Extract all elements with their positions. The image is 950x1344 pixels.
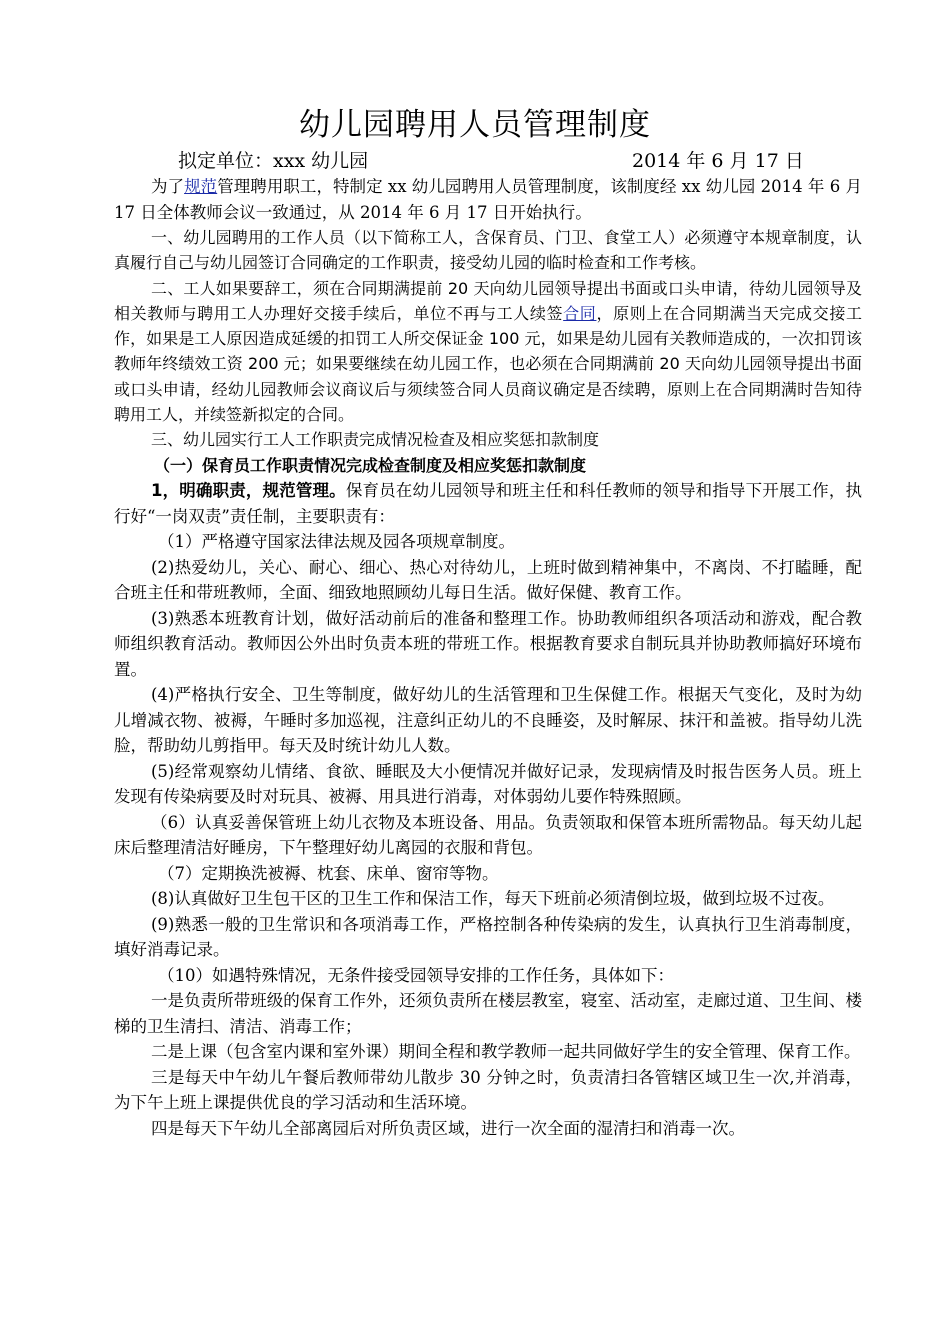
duty-subitem: 二是上课（包含室内课和室外课）期间全程和教学教师一起共同做好学生的安全管理、保育工作。 bbox=[151, 1042, 861, 1062]
duty-item: (5)经常观察幼儿情绪、食欲、睡眠及大小便情况并做好记录，发现病情及时报告医务人员。班上发现有传染病要及时对玩具、被褥、用具进行消毒，对体弱幼儿要作特殊照顾。 bbox=[114, 761, 862, 807]
draft-date: 2014 年 6 月 17 日 bbox=[632, 150, 804, 172]
drafting-unit: 拟定单位：xxx 幼儿园 bbox=[178, 150, 369, 172]
item-1-lead: 1，明确职责，规范管理。 bbox=[151, 481, 346, 501]
section-1-heading: （一）保育员工作职责情况完成检查制度及相应奖惩扣款制度 bbox=[154, 455, 587, 475]
link-standardize[interactable]: 规范 bbox=[184, 177, 218, 196]
duty-item: （7）定期换洗被褥、枕套、床单、窗帘等物。 bbox=[158, 863, 499, 883]
rule-1-paragraph: 一、幼儿园聘用的工作人员（以下简称工人，含保育员、门卫、食堂工人）必须遵守本规章制度，认真履行自己与幼儿园签订合同确定的工作职责，接受幼儿园的临时检查和工作考核。 bbox=[114, 228, 862, 273]
link-contract[interactable]: 合同 bbox=[563, 303, 597, 323]
duty-item: (8)认真做好卫生包干区的卫生工作和保洁工作，每天下班前必须清倒垃圾，做到垃圾不过夜。 bbox=[151, 889, 835, 909]
rule-3-heading: 三、幼儿园实行工人工作职责完成情况检查及相应奖惩扣款制度 bbox=[151, 430, 600, 450]
intro-paragraph: 为了规范管理聘用职工，特制定 xx 幼儿园聘用人员管理制度，该制度经 xx 幼儿园 2014 年 6 月 17 日全体教师会议一致通过，从 2014 年 6 月 17 日开始执行。 bbox=[114, 177, 863, 222]
duty-item: （10）如遇特殊情况，无条件接受园领导安排的工作任务，具体如下： bbox=[158, 965, 674, 985]
item-1-paragraph: 1，明确职责，规范管理。保育员在幼儿园领导和班主任和科任教师的领导和指导下开展工作，执行好“一岗双责”责任制，主要职责有： bbox=[114, 481, 862, 526]
duty-item: (4)严格执行安全、卫生等制度，做好幼儿的生活管理和卫生保健工作。根据天气变化，及时为幼儿增减衣物、被褥，午睡时多加巡视，注意纠正幼儿的不良睡姿，及时解尿、抹汗和盖被。指导幼儿洗脸，帮助幼儿剪指甲。每天及时统计幼儿人数。 bbox=[114, 685, 862, 756]
rule-2-paragraph: 二、工人如果要辞工，须在合同期满提前 20 天向幼儿园领导提出书面或口头申请，待幼儿园领导及相关教师与聘用工人办理好交接手续后，单位不再与工人续签合同，原则上在合同期满当天完成交接工作，如果是工人原因造成延缓的扣罚工人所交保证金 100 元，如果是幼儿园有关教师造成的，一次扣罚该教师年终绩效工资 200 元；如果要继续在幼儿园工作，也必须在合同期满前 20 天向幼儿园领导提出书面或口头申请，经幼儿园教师会议商议后与须续签合同人员商议确定是否续聘，原则上在合同期满时告知待聘用工人，并续签新拟定的合同。 bbox=[114, 278, 862, 425]
duty-subitem: 三是每天中午幼儿午餐后教师带幼儿散步 30 分钟之时，负责清扫各管辖区域卫生一次,并消毒，为下午上班上课提供优良的学习活动和生活环境。 bbox=[114, 1067, 862, 1113]
page-title: 幼儿园聘用人员管理制度 bbox=[299, 107, 651, 143]
duty-item: (2)热爱幼儿，关心、耐心、细心、热心对待幼儿，上班时做到精神集中，不离岗、不打瞌睡，配合班主任和带班教师，全面、细致地照顾幼儿每日生活。做好保健、教育工作。 bbox=[114, 557, 862, 603]
duty-subitem: 一是负责所带班级的保育工作外，还须负责所在楼层教室，寝室、活动室，走廊过道、卫生间、楼梯的卫生清扫、清洁、消毒工作； bbox=[114, 991, 862, 1036]
duty-item: （6）认真妥善保管班上幼儿衣物及本班设备、用品。负责领取和保管本班所需物品。每天幼儿起床后整理清洁好睡房，下午整理好幼儿离园的衣服和背包。 bbox=[114, 812, 862, 858]
document-body bbox=[114, 174, 862, 1141]
duty-subitem: 四是每天下午幼儿全部离园后对所负责区域，进行一次全面的湿清扫和消毒一次。 bbox=[151, 1118, 745, 1138]
duty-item: （1）严格遵守国家法律法规及园各项规章制度。 bbox=[158, 532, 515, 552]
duty-item: (9)熟悉一般的卫生常识和各项消毒工作，严格控制各种传染病的发生，认真执行卫生消毒制度，填好消毒记录。 bbox=[114, 914, 862, 960]
duty-item: (3)熟悉本班教育计划，做好活动前后的准备和整理工作。协助教师组织各项活动和游戏，配合教师组织教育活动。教师因公外出时负责本班的带班工作。根据教育要求自制玩具并协助教师搞好环境布置。 bbox=[114, 608, 862, 679]
